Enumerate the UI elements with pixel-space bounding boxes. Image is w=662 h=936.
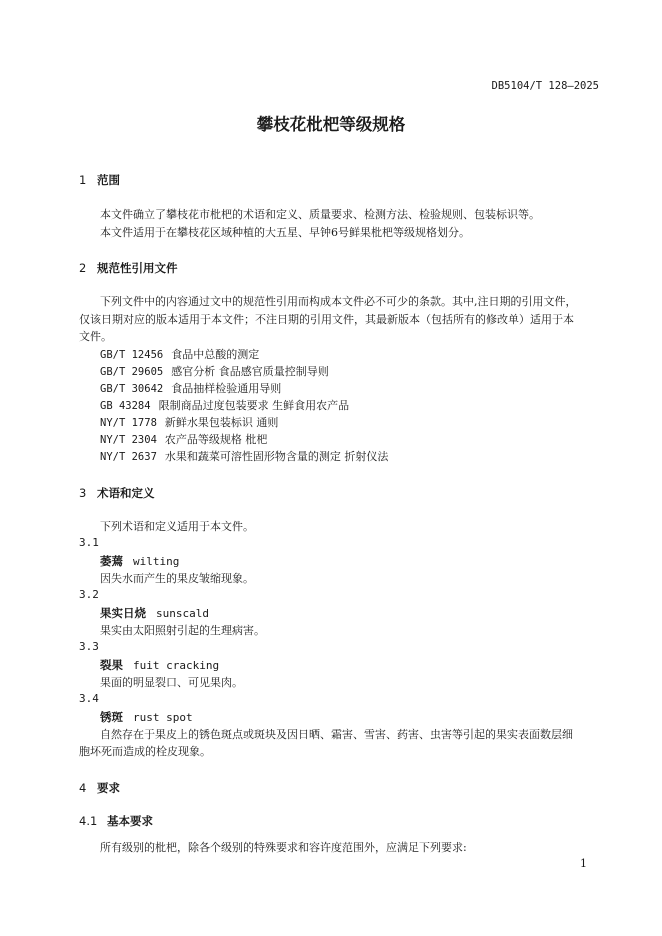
term-definition: 因失水而产生的果皮皱缩现象。 (100, 572, 254, 585)
section-title: 要求 (97, 781, 120, 795)
term-number: 3.2 (79, 588, 99, 601)
reference-code: GB/T 12456 (100, 349, 164, 361)
page-title: 攀枝花枇杷等级规格 (256, 115, 406, 134)
term-definition: 果面的明显裂口、可见果肉。 (100, 676, 243, 689)
reference-code: GB/T 30642 (100, 383, 164, 395)
reference-code: GB 43284 (100, 400, 151, 412)
subsection-title: 基本要求 (107, 814, 153, 828)
section-2-heading (79, 260, 178, 276)
paragraph-line: 文件。 (79, 330, 112, 343)
term-number: 3.3 (79, 640, 99, 653)
term-definition: 果实由太阳照射引起的生理病害。 (100, 624, 265, 637)
term-zh: 锈斑 (100, 710, 123, 724)
section-title: 术语和定义 (97, 486, 155, 500)
term-definition: 自然存在于果皮上的锈色斑点或斑块及因日晒、霜害、雪害、药害、虫害等引起的果实表面数层细 (100, 728, 573, 741)
paragraph: 本文件确立了攀枝花市枇杷的术语和定义、质量要求、检测方法、检验规则、包装标识等。 (100, 208, 540, 221)
reference-code: GB/T 29605 (100, 366, 164, 378)
reference-item (100, 448, 388, 464)
reference-title: 食品中总酸的测定 (171, 348, 260, 361)
term-en: wilting (133, 555, 180, 568)
subsection-4-1-heading (79, 813, 153, 829)
document-number: DB5104/T 128—2025 (491, 80, 599, 92)
term-en: rust spot (133, 711, 193, 724)
term-zh: 萎蔫 (100, 554, 123, 568)
section-4-heading (79, 780, 120, 796)
reference-title: 感官分析 食品感官质量控制导则 (171, 365, 329, 378)
paragraph-line: 下列文件中的内容通过文中的规范性引用而构成本文件必不可少的条款。其中,注日期的引用文件， (100, 295, 577, 308)
subsection-number: 4.1 (79, 814, 98, 828)
term-heading (100, 657, 219, 673)
reference-title: 农产品等级规格 枇杷 (164, 433, 268, 446)
term-heading (100, 709, 193, 725)
reference-item (100, 397, 349, 413)
term-en: fuit cracking (133, 659, 220, 672)
section-number: 4 (79, 781, 87, 795)
term-definition: 胞坏死而造成的栓皮现象。 (79, 745, 211, 758)
section-3-heading (79, 485, 155, 501)
paragraph: 下列术语和定义适用于本文件。 (100, 520, 254, 533)
term-zh: 果实日烧 (100, 606, 146, 620)
section-number: 2 (79, 261, 87, 275)
reference-title: 新鲜水果包装标识 通则 (164, 416, 279, 429)
reference-code: NY/T 2304 (100, 434, 157, 446)
page-number: 1 (580, 857, 587, 870)
paragraph: 本文件适用于在攀枝花区域种植的大五星、早钟6号鲜果枇杷等级规格划分。 (100, 226, 470, 239)
reference-item (100, 380, 281, 396)
reference-title: 水果和蔬菜可溶性固形物含量的测定 折射仪法 (164, 450, 389, 463)
reference-title: 食品抽样检验通用导则 (171, 382, 282, 395)
section-number: 1 (79, 173, 87, 187)
reference-code: NY/T 1778 (100, 417, 157, 429)
paragraph: 所有级别的枇杷，除各个级别的特殊要求和容许度范围外，应满足下列要求: (100, 841, 467, 854)
paragraph-line: 仅该日期对应的版本适用于本文件；不注日期的引用文件，其最新版本（包括所有的修改单）适用于本 (79, 313, 574, 326)
term-heading (100, 553, 179, 569)
reference-code: NY/T 2637 (100, 451, 157, 463)
section-title: 范围 (97, 173, 120, 187)
section-1-heading (79, 172, 120, 188)
reference-item (100, 431, 267, 447)
reference-item (100, 346, 259, 362)
term-number: 3.4 (79, 692, 99, 705)
section-number: 3 (79, 486, 87, 500)
term-en: sunscald (156, 607, 209, 620)
term-zh: 裂果 (100, 658, 123, 672)
section-title: 规范性引用文件 (97, 261, 178, 275)
reference-title: 限制商品过度包装要求 生鲜食用农产品 (158, 399, 350, 412)
term-heading (100, 605, 209, 621)
term-number: 3.1 (79, 536, 99, 549)
reference-item (100, 414, 278, 430)
reference-item (100, 363, 329, 379)
